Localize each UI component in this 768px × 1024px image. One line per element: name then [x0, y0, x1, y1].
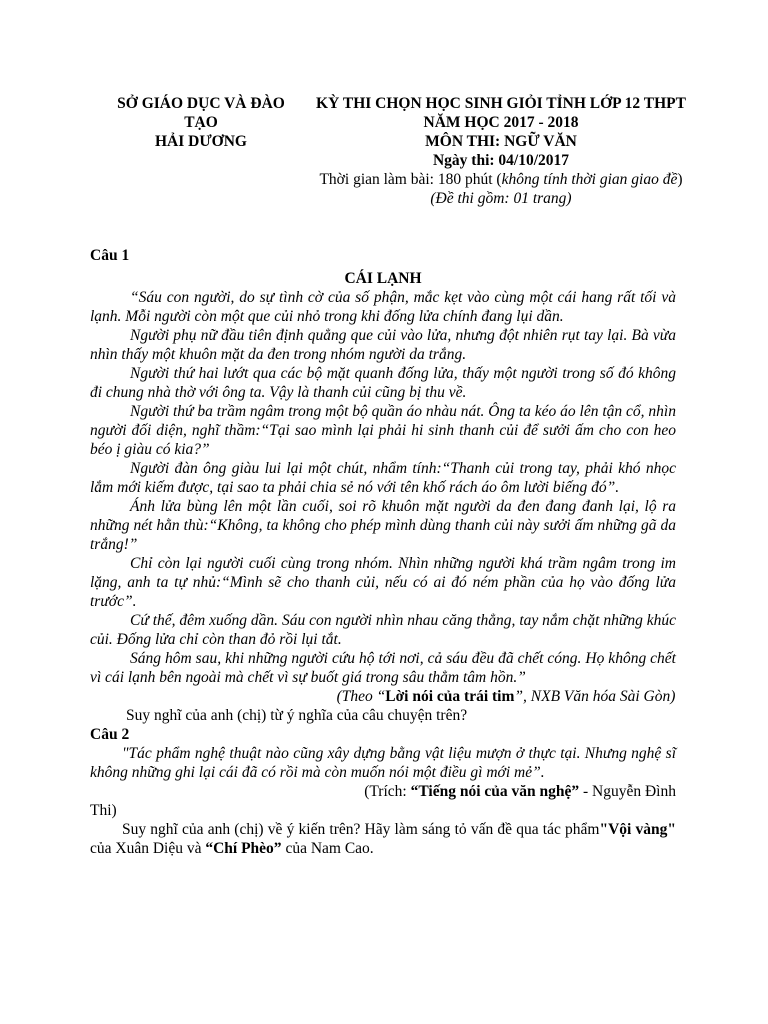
question-2-source: [90, 782, 676, 801]
work-2: “Chí Phèo”: [205, 840, 282, 857]
source-work: “Tiếng nói của văn nghệ”: [410, 783, 580, 800]
school-year: NĂM HỌC 2017 - 2018: [423, 114, 579, 131]
exam-info-block: [306, 94, 696, 208]
page-count: (Đề thi gồm: 01 trang): [430, 190, 572, 207]
prompt-end: của Nam Cao.: [281, 840, 374, 857]
source-prefix: (Theo “: [336, 688, 386, 705]
story-title: CÁI LẠNH: [344, 270, 422, 287]
question-2-quote: "Tác phẩm nghệ thuật nào cũng xây dựng bằng vật liệu mượn ở thực tại. Nhưng nghệ sĩ không những ghi lại cái đã có rồi mà còn muốn nói một điều gì mới mẻ”.: [90, 745, 676, 781]
story-paragraph: Người thứ hai lướt qua các bộ mặt quanh đống lửa, thấy một người trong số đó không đi chung nhà thờ với ông ta. Vậy là thanh củi cũng bị thu về.: [90, 365, 676, 401]
duration-text: Thời gian làm bài: 180 phút (: [319, 171, 502, 188]
question-2-source-cont: Thi): [90, 802, 117, 819]
duration-note: không tính thời gian giao đề: [501, 171, 678, 188]
story-paragraph: Ánh lửa bùng lên một lần cuối, soi rõ khuôn mặt người da đen đang đanh lại, lộ ra những nét hằn thù:“Không, ta không cho phép mình dùng thanh củi này sưởi ấm những gã da trắng!”: [90, 498, 676, 553]
prompt-mid: của Xuân Diệu và: [90, 840, 206, 857]
source-book: Lời nói của trái tim: [385, 688, 515, 705]
source-author: - Nguyễn Đình: [579, 783, 676, 800]
source-prefix: (Trích:: [364, 783, 411, 800]
story-paragraph: Người đàn ông giàu lui lại một chút, nhẩm tính:“Thanh củi trong tay, phải khó nhọc lắm mới kiếm được, tại sao ta phải chia sẻ nó với tên khố rách áo ôm lười biếng đó”.: [90, 460, 676, 496]
story-paragraph: Người phụ nữ đầu tiên định quẳng que củi vào lửa, nhưng đột nhiên rụt tay lại. Bà vừa nhìn thấy một khuôn mặt da đen trong nhóm người da trắng.: [90, 327, 676, 363]
story-paragraph: Cứ thế, đêm xuống dần. Sáu con người nhìn nhau căng thẳng, tay nắm chặt những khúc củi. Đống lửa chỉ còn than đỏ rồi lụi tắt.: [90, 612, 676, 648]
exam-subject: MÔN THI: NGỮ VĂN: [425, 133, 577, 150]
prompt-text: Suy nghĩ của anh (chị) về ý kiến trên? Hãy làm sáng tỏ vấn đề qua tác phẩm: [122, 821, 600, 838]
duration-close: ): [677, 171, 683, 188]
story-paragraph: “Sáu con người, do sự tình cờ của số phận, mắc kẹt vào cùng một cái hang rất tối và lạnh. Mỗi người còn một que củi nhỏ trong khi đống lửa chính đang lụi dần.: [90, 289, 676, 325]
story-paragraph: Chỉ còn lại người cuối cùng trong nhóm. Nhìn những người khá trầm ngâm trong im lặng, anh ta tự nhủ:“Mình sẽ cho thanh củi, nếu có ai đó ném phần của họ vào đống lửa trước”.: [90, 555, 676, 610]
story-source: [90, 687, 676, 706]
exam-date: Ngày thi: 04/10/2017: [432, 152, 570, 169]
story-paragraph: Sáng hôm sau, khi những người cứu hộ tới nơi, cả sáu đều đã chết cóng. Họ không chết vì cái lạnh bên ngoài mà chết vì sự buốt giá trong sâu thẳm tâm hồn.”: [90, 650, 676, 686]
issuer-line-2: TẠO: [184, 114, 218, 131]
source-suffix: ”, NXB Văn hóa Sài Gòn): [514, 688, 676, 705]
issuer-block: [96, 94, 306, 151]
story-paragraph: Người thứ ba trầm ngâm trong một bộ quần áo nhàu nát. Ông ta kéo áo lên tận cổ, nhìn người đối diện, nghĩ thầm:“Tại sao mình lại phải hi sinh thanh củi để sưởi ấm cho con heo béo ị giàu có kia?”: [90, 403, 676, 458]
exam-body: [90, 246, 676, 858]
question-2-label: Câu 2: [90, 726, 130, 743]
question-1-label: Câu 1: [90, 247, 130, 264]
question-2-prompt: [90, 820, 676, 858]
exam-duration: [306, 170, 696, 189]
question-1-prompt: Suy nghĩ của anh (chị) từ ý nghĩa của câu chuyện trên?: [126, 707, 468, 724]
issuer-line-3: HẢI DƯƠNG: [155, 133, 247, 150]
work-1: "Vội vàng": [599, 821, 676, 838]
exam-title: KỲ THI CHỌN HỌC SINH GIỎI TỈNH LỚP 12 THPT: [316, 95, 686, 112]
issuer-line-1: SỞ GIÁO DỤC VÀ ĐÀO: [117, 95, 285, 112]
